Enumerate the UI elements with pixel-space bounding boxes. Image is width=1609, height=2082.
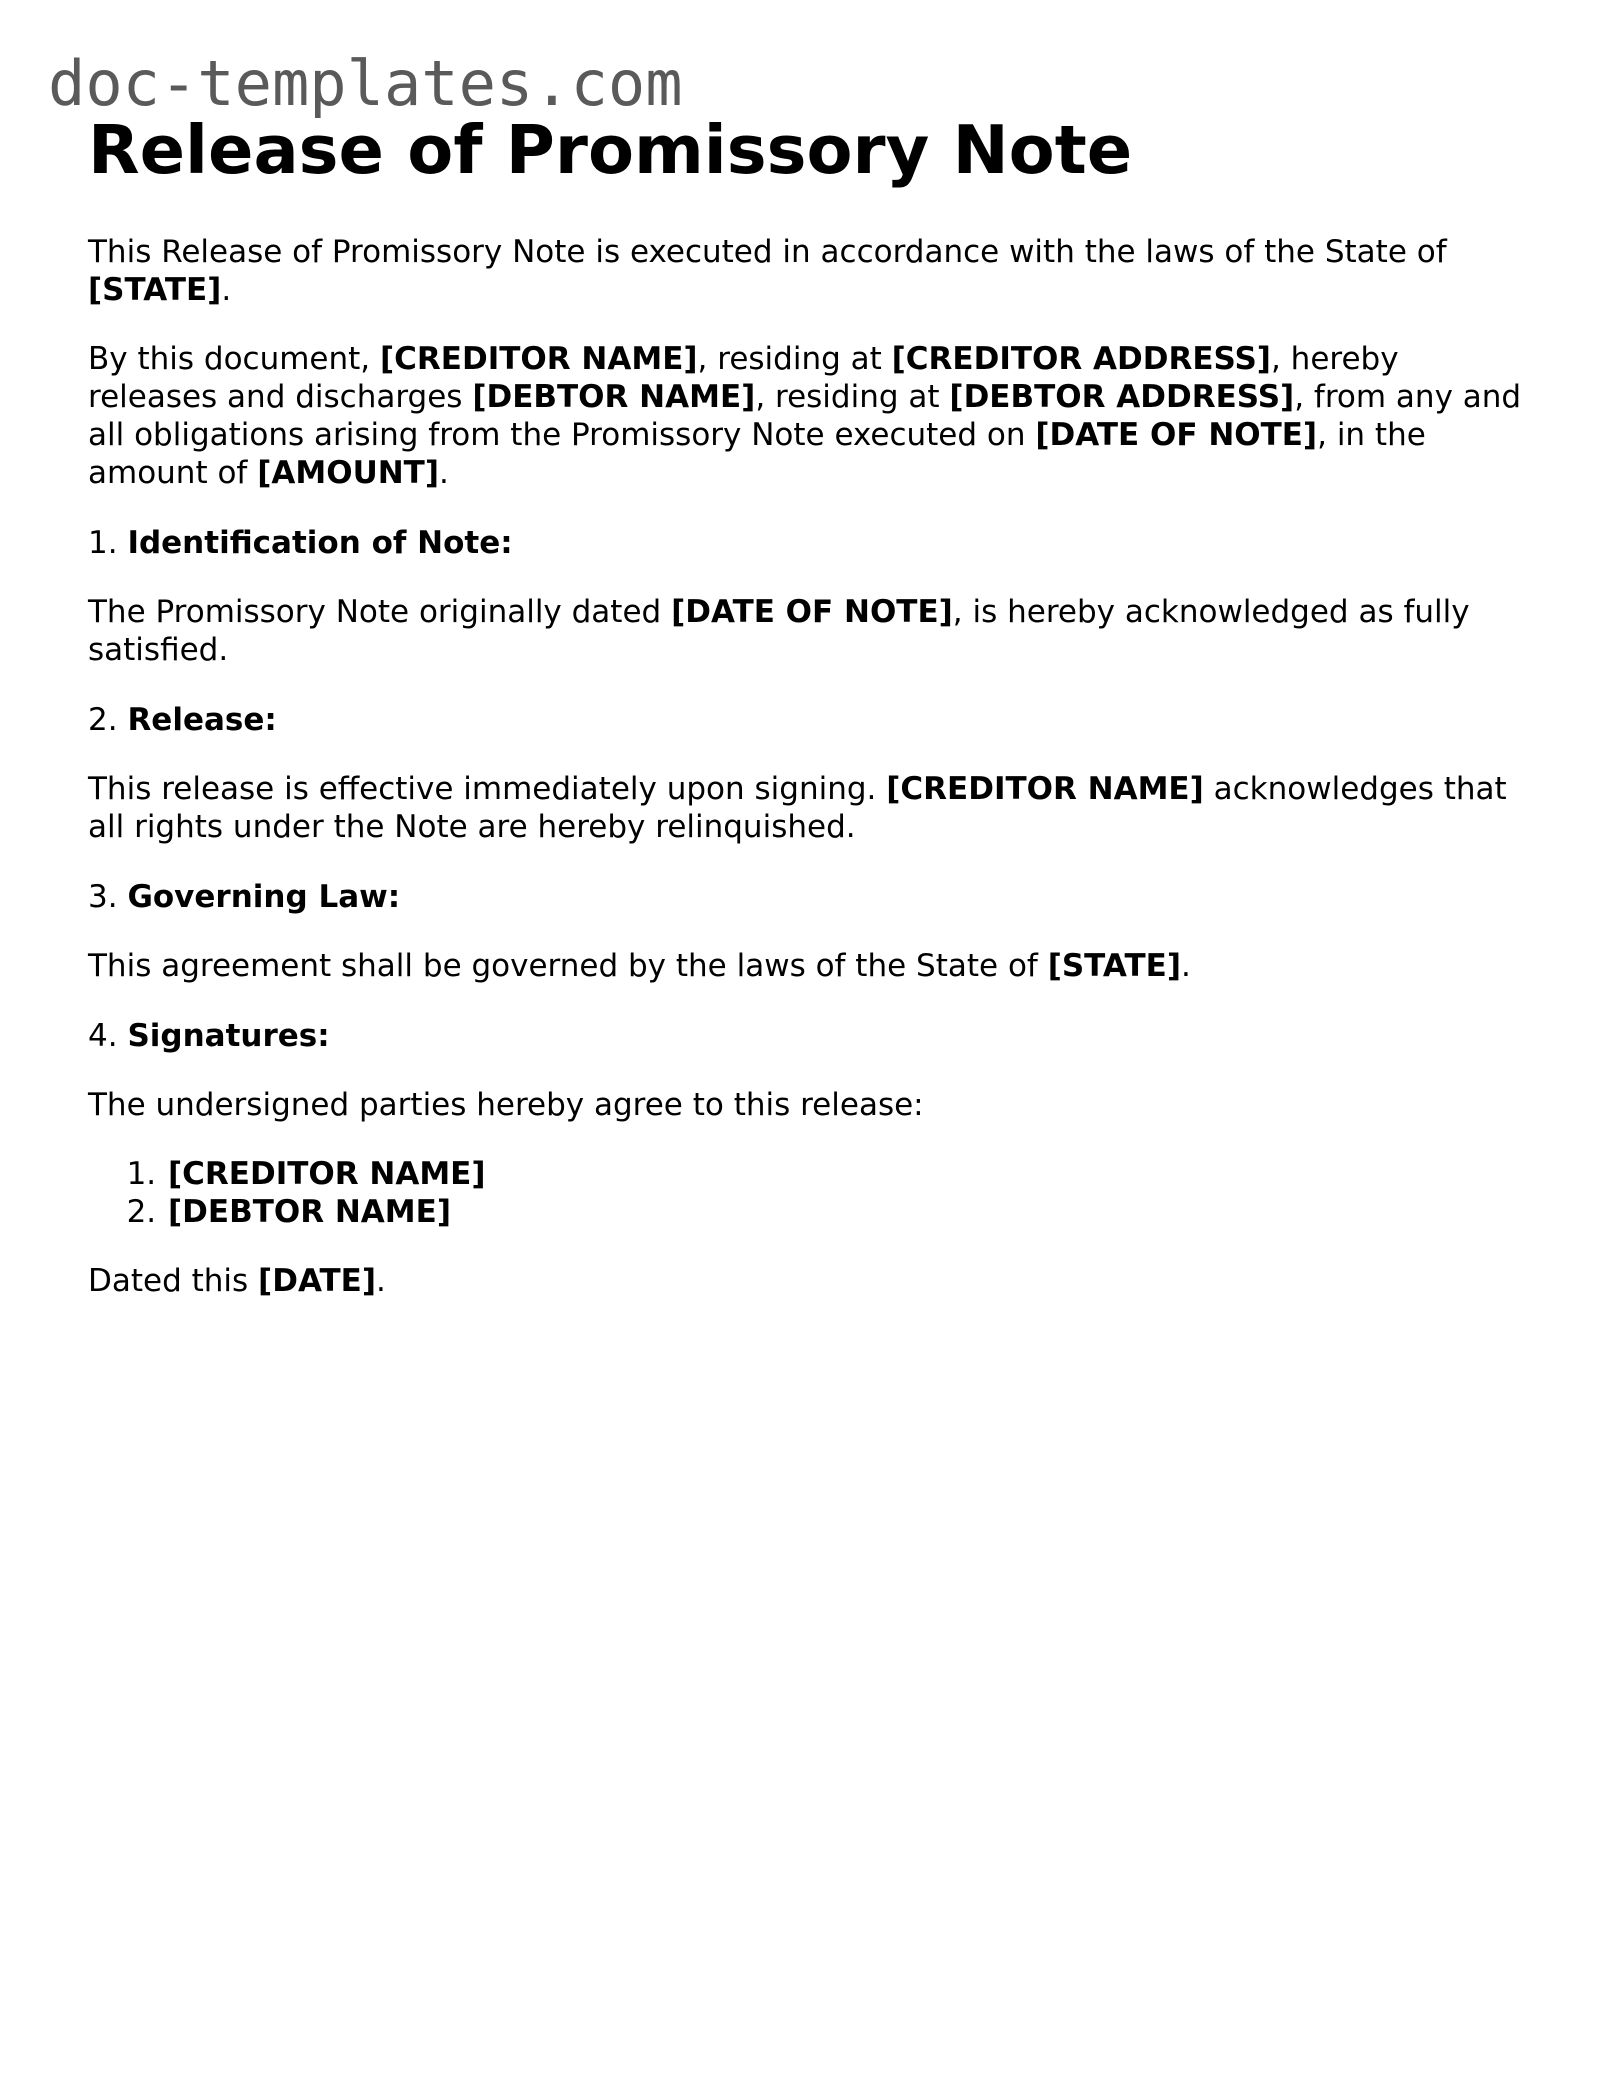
creditor-name-placeholder: [CREDITOR NAME] [380,341,698,377]
section-heading [88,701,1528,739]
creditor-address-placeholder: [CREDITOR ADDRESS] [891,341,1271,377]
date-of-note-placeholder: [DATE OF NOTE] [671,594,953,630]
release-paragraph [88,340,1528,492]
section-title: Release: [127,702,277,738]
section-text: acknowledges that all rights under the Note are hereby relinquished. [88,771,1507,845]
date-placeholder: [DATE] [258,1263,377,1299]
section-title: Identification of Note: [127,525,513,561]
section-heading [88,878,1528,916]
list-item [166,1155,1528,1193]
intro-end: . [221,272,232,308]
release-text-4: , residing at [755,379,950,415]
section-body [88,1086,1528,1124]
debtor-name-placeholder: [DEBTOR NAME] [168,1194,451,1230]
watermark: doc-templates.com [48,47,683,120]
section-number: 2. [88,702,128,738]
section-text: This agreement shall be governed by the laws of the State of [88,948,1048,984]
section-number: 3. [88,879,128,915]
release-text-1: By this document, [88,341,381,377]
creditor-name-placeholder: [CREDITOR NAME] [886,771,1204,807]
section-body [88,770,1528,846]
section-title: Signatures: [127,1018,330,1054]
dated-line [88,1262,1528,1300]
section-text: The Promissory Note originally dated [88,594,672,630]
section-text: The undersigned parties hereby agree to this release: [88,1087,924,1123]
section-body [88,593,1528,669]
release-text-6: , in the amount of [88,417,1426,491]
section-number: 1. [88,525,128,561]
document-body [88,110,1528,1300]
dated-text: Dated this [88,1263,259,1299]
amount-placeholder: [AMOUNT] [257,455,439,491]
debtor-name-placeholder: [DEBTOR NAME] [472,379,756,415]
section-body [88,947,1528,985]
state-placeholder: [STATE] [1047,948,1181,984]
section-text: This release is effective immediately upon signing. [88,771,887,807]
release-text-5: , from any and all obligations arising from the Promissory Note executed on [88,379,1522,453]
state-placeholder: [STATE] [88,272,222,308]
section-text: . [1181,948,1191,984]
signatory-list [88,1155,1528,1231]
release-text-7: . [439,455,449,491]
creditor-name-placeholder: [CREDITOR NAME] [168,1156,486,1192]
section-number: 4. [88,1018,128,1054]
intro-paragraph [88,233,1528,309]
section-title: Governing Law: [127,879,401,915]
section-text: , is hereby acknowledged as fully satisfied. [88,594,1470,668]
document-title: Release of Promissory Note [88,111,1133,189]
date-of-note-placeholder: [DATE OF NOTE] [1035,417,1318,453]
debtor-address-placeholder: [DEBTOR ADDRESS] [949,379,1295,415]
release-text-3: , hereby releases and discharges [88,341,1399,415]
intro-text: This Release of Promissory Note is executed in accordance with the laws of the State of [88,234,1447,270]
list-item [166,1193,1528,1231]
section-heading [88,524,1528,562]
section-heading [88,1017,1528,1055]
dated-end: . [376,1263,386,1299]
release-text-2: , residing at [697,341,892,377]
